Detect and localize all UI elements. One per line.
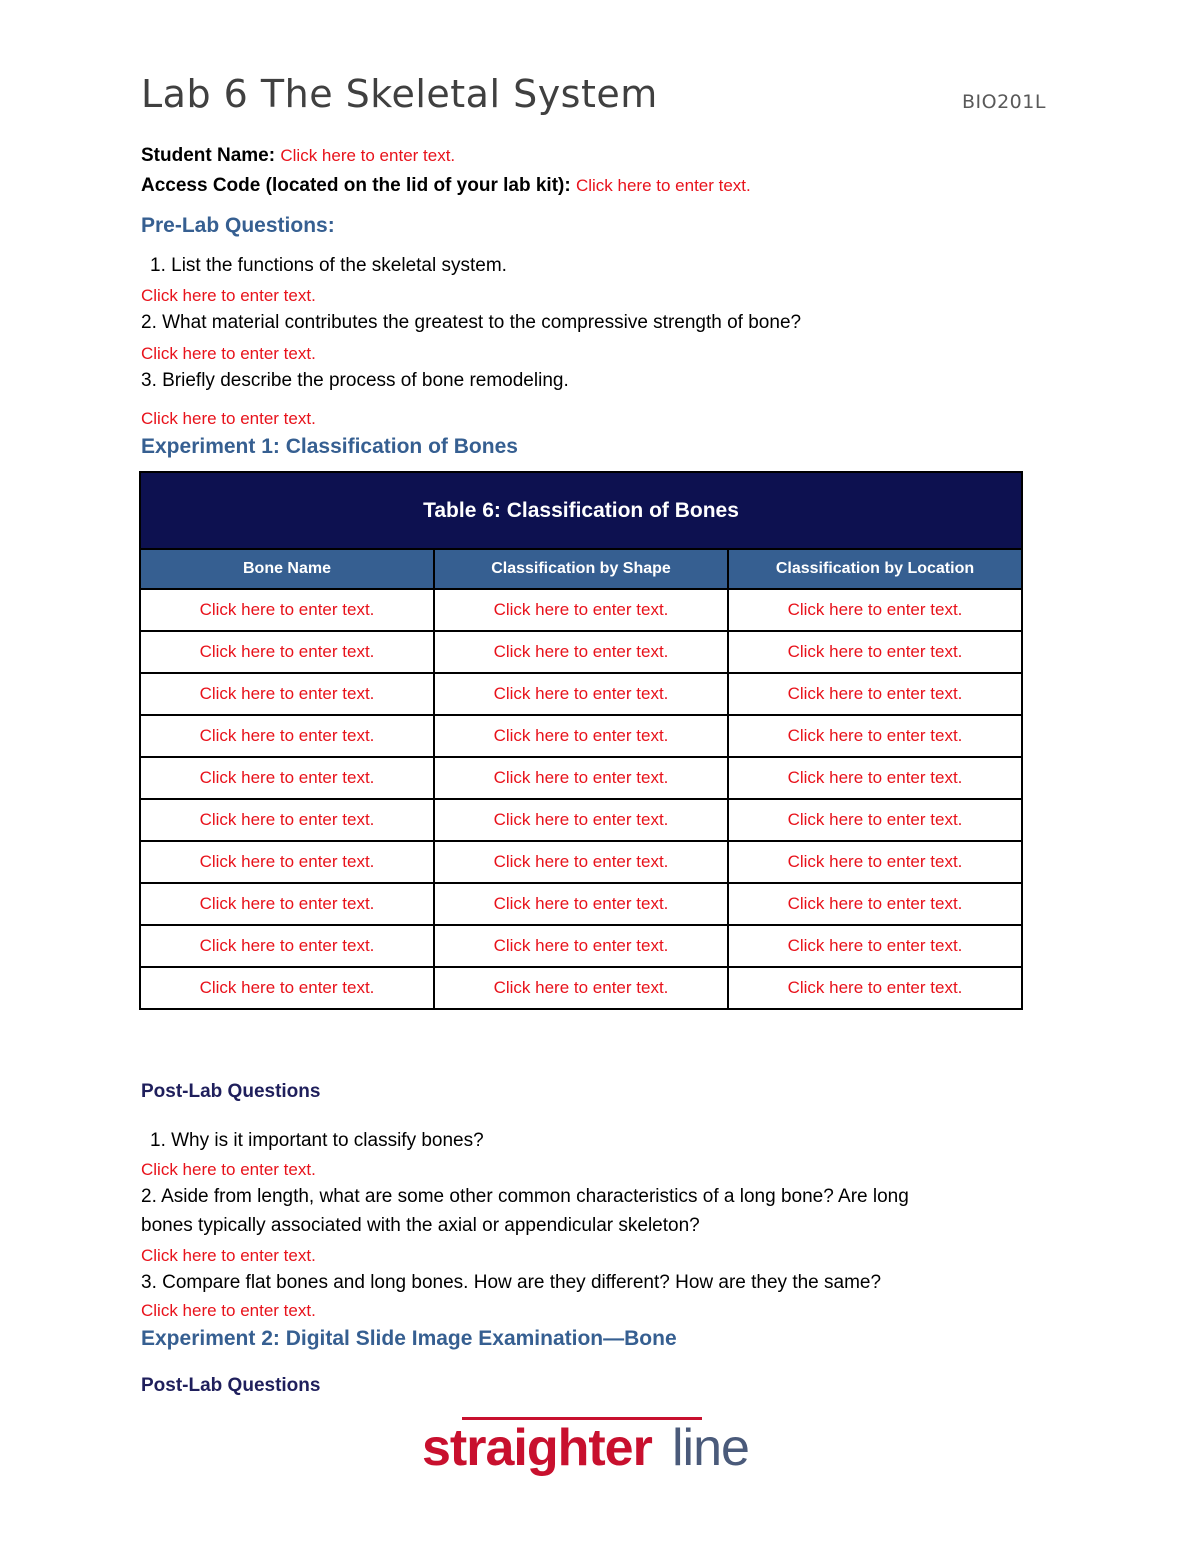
shape-cell[interactable] (434, 715, 728, 757)
prelab-question-3: 3. Briefly describe the process of bone remodeling. (141, 370, 569, 391)
table-row (140, 673, 1022, 715)
cell-placeholder[interactable]: Click here to enter text. (787, 600, 963, 619)
location-cell[interactable] (728, 925, 1022, 967)
location-cell[interactable] (728, 883, 1022, 925)
cell-placeholder[interactable]: Click here to enter text. (199, 684, 375, 703)
shape-cell[interactable] (434, 673, 728, 715)
cell-placeholder[interactable]: Click here to enter text. (199, 726, 375, 745)
bone-name-cell[interactable] (140, 589, 434, 631)
shape-cell[interactable] (434, 589, 728, 631)
cell-placeholder[interactable]: Click here to enter text. (493, 768, 669, 787)
location-cell[interactable] (728, 757, 1022, 799)
cell-placeholder[interactable]: Click here to enter text. (199, 768, 375, 787)
cell-placeholder[interactable]: Click here to enter text. (493, 600, 669, 619)
student-name-row (141, 145, 455, 167)
page-title: Lab 6 The Skeletal System (141, 72, 658, 116)
student-name-label: Student Name: (141, 145, 276, 166)
table-row (140, 715, 1022, 757)
table-row (140, 925, 1022, 967)
cell-placeholder[interactable]: Click here to enter text. (199, 852, 375, 871)
cell-placeholder[interactable]: Click here to enter text. (493, 894, 669, 913)
postlab1-heading: Post-Lab Questions (141, 1081, 321, 1102)
column-header-shape: Classification by Shape (434, 549, 728, 589)
bone-name-cell[interactable] (140, 799, 434, 841)
prelab-question-1: 1. List the functions of the skeletal system. (150, 255, 507, 276)
location-cell[interactable] (728, 673, 1022, 715)
table-caption: Table 6: Classification of Bones (140, 472, 1022, 549)
column-header-location: Classification by Location (728, 549, 1022, 589)
cell-placeholder[interactable]: Click here to enter text. (787, 894, 963, 913)
shape-cell[interactable] (434, 631, 728, 673)
location-cell[interactable] (728, 967, 1022, 1009)
cell-placeholder[interactable]: Click here to enter text. (493, 642, 669, 661)
postlab1-answer-1[interactable]: Click here to enter text. (141, 1160, 316, 1179)
table-row (140, 757, 1022, 799)
access-code-field[interactable]: Click here to enter text. (575, 176, 751, 195)
postlab1-answer-3[interactable]: Click here to enter text. (141, 1301, 316, 1320)
cell-placeholder[interactable]: Click here to enter text. (199, 978, 375, 997)
access-code-row (141, 175, 751, 197)
postlab1-question-3: 3. Compare flat bones and long bones. How are they different? How are they the same? (141, 1272, 882, 1293)
table-row (140, 589, 1022, 631)
cell-placeholder[interactable]: Click here to enter text. (199, 894, 375, 913)
postlab1-question-1: 1. Why is it important to classify bones? (150, 1130, 484, 1151)
cell-placeholder[interactable]: Click here to enter text. (493, 978, 669, 997)
cell-placeholder[interactable]: Click here to enter text. (787, 768, 963, 787)
cell-placeholder[interactable]: Click here to enter text. (787, 936, 963, 955)
bone-name-cell[interactable] (140, 967, 434, 1009)
bone-name-cell[interactable] (140, 757, 434, 799)
shape-cell[interactable] (434, 757, 728, 799)
bone-name-cell[interactable] (140, 631, 434, 673)
table-body (140, 589, 1022, 1009)
cell-placeholder[interactable]: Click here to enter text. (199, 810, 375, 829)
table-row (140, 883, 1022, 925)
cell-placeholder[interactable]: Click here to enter text. (199, 600, 375, 619)
cell-placeholder[interactable]: Click here to enter text. (787, 726, 963, 745)
bone-name-cell[interactable] (140, 841, 434, 883)
cell-placeholder[interactable]: Click here to enter text. (493, 684, 669, 703)
prelab-answer-1[interactable]: Click here to enter text. (141, 286, 316, 305)
experiment1-heading: Experiment 1: Classification of Bones (141, 435, 518, 458)
cell-placeholder[interactable]: Click here to enter text. (493, 726, 669, 745)
prelab-answer-3[interactable]: Click here to enter text. (141, 409, 316, 428)
postlab1-answer-2[interactable]: Click here to enter text. (141, 1246, 316, 1265)
table-row (140, 841, 1022, 883)
cell-placeholder[interactable]: Click here to enter text. (787, 978, 963, 997)
bone-name-cell[interactable] (140, 673, 434, 715)
location-cell[interactable] (728, 799, 1022, 841)
cell-placeholder[interactable]: Click here to enter text. (199, 936, 375, 955)
bone-name-cell[interactable] (140, 715, 434, 757)
location-cell[interactable] (728, 715, 1022, 757)
cell-placeholder[interactable]: Click here to enter text. (493, 936, 669, 955)
cell-placeholder[interactable]: Click here to enter text. (493, 810, 669, 829)
column-header-bone-name: Bone Name (140, 549, 434, 589)
cell-placeholder[interactable]: Click here to enter text. (493, 852, 669, 871)
shape-cell[interactable] (434, 799, 728, 841)
postlab2-heading: Post-Lab Questions (141, 1375, 321, 1396)
experiment2-heading: Experiment 2: Digital Slide Image Examination—Bone (141, 1327, 677, 1350)
prelab-heading: Pre-Lab Questions: (141, 214, 335, 237)
cell-placeholder[interactable]: Click here to enter text. (787, 684, 963, 703)
shape-cell[interactable] (434, 925, 728, 967)
location-cell[interactable] (728, 589, 1022, 631)
prelab-answer-2[interactable]: Click here to enter text. (141, 344, 316, 363)
table-row (140, 799, 1022, 841)
shape-cell[interactable] (434, 883, 728, 925)
postlab1-question-2: 2. Aside from length, what are some other common characteristics of a long bone? Are long (141, 1186, 909, 1207)
cell-placeholder[interactable]: Click here to enter text. (787, 852, 963, 871)
prelab-question-2: 2. What material contributes the greatest to the compressive strength of bone? (141, 312, 802, 333)
logo-text-part2: line (672, 1419, 749, 1477)
cell-placeholder[interactable]: Click here to enter text. (199, 642, 375, 661)
cell-placeholder[interactable]: Click here to enter text. (787, 642, 963, 661)
location-cell[interactable] (728, 841, 1022, 883)
bone-name-cell[interactable] (140, 883, 434, 925)
table-row (140, 967, 1022, 1009)
course-code: BIO201L (962, 91, 1046, 113)
access-code-label: Access Code (located on the lid of your lab kit): (141, 175, 571, 196)
location-cell[interactable] (728, 631, 1022, 673)
logo-text-part1: straighter (422, 1419, 652, 1477)
shape-cell[interactable] (434, 841, 728, 883)
shape-cell[interactable] (434, 967, 728, 1009)
table-row (140, 631, 1022, 673)
student-name-field[interactable]: Click here to enter text. (280, 146, 456, 165)
straighterline-logo (422, 1412, 782, 1482)
postlab1-question-2-cont: bones typically associated with the axial or appendicular skeleton? (141, 1215, 700, 1236)
classification-table (139, 471, 1023, 1010)
bone-name-cell[interactable] (140, 925, 434, 967)
cell-placeholder[interactable]: Click here to enter text. (787, 810, 963, 829)
